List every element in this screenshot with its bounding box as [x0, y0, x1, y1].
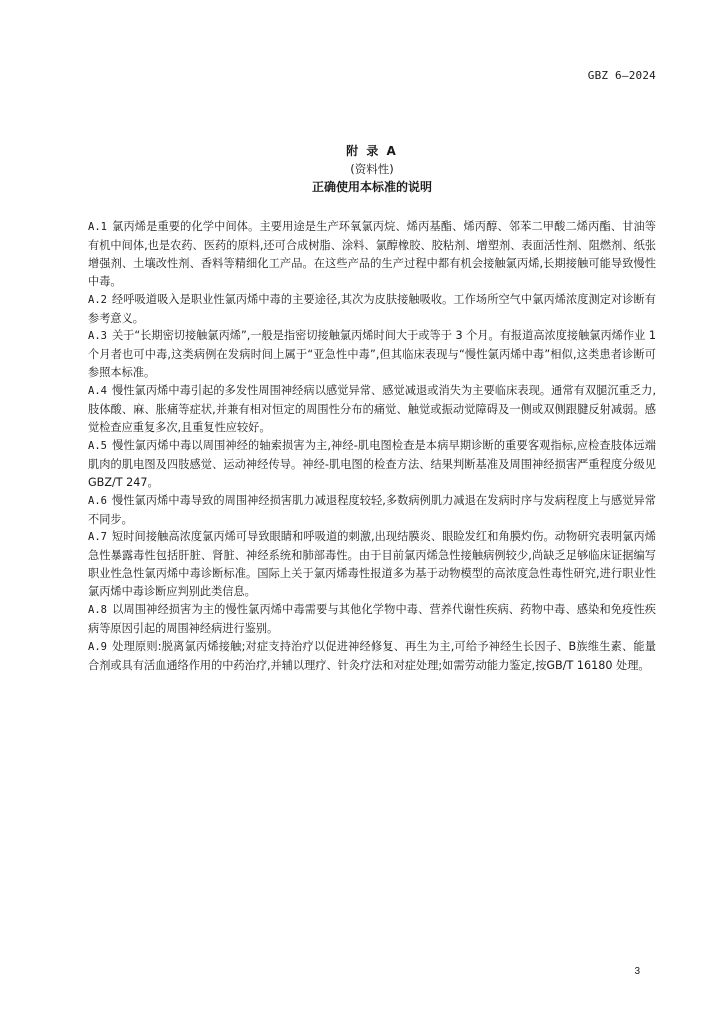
clause-number: A.3 — [88, 330, 107, 343]
clause-text: 氯丙烯是重要的化学中间体。主要用途是生产环氧氯丙烷、烯丙基酯、烯丙醇、邻苯二甲酸二烯丙酯、甘油等有机中间体,也是农药、医药的原料,还可合成树脂、涂料、氯醇橡胶、胶粘剂、增塑剂、表面活性剂、阻燃剂、纸张增强剂、土壤改性剂、香料等精细化工产品。在这些产品的生产过程中都有机会接触氯丙烯,长期接触可能导致慢性中毒。 — [88, 220, 656, 288]
paragraph-a7 — [88, 528, 656, 601]
page-number: 3 — [634, 966, 640, 977]
paragraph-a2 — [88, 291, 656, 328]
clause-number: A.5 — [88, 439, 107, 452]
clause-number: A.6 — [88, 494, 107, 507]
paragraph-a9 — [88, 638, 656, 675]
appendix-title: 正确使用本标准的说明 — [311, 180, 432, 194]
appendix-nature: (资料性) — [350, 162, 394, 176]
clause-number: A.7 — [88, 531, 107, 544]
paragraph-a5 — [88, 437, 656, 492]
standard-code: GBZ 6—2024 — [587, 69, 656, 82]
appendix-label: 附 录 A — [346, 144, 398, 158]
clause-text: 关于“长期密切接触氯丙烯”,一般是指密切接触氯丙烯时间大于或等于 3 个月。有报道高浓度接触氯丙烯作业 1 个月者也可中毒,这类病例在发病时间上属于“亚急性中毒”,但其临床表现与“慢性氯丙烯中毒”相似,这类患者诊断可参照本标准。 — [88, 329, 656, 380]
clause-number: A.8 — [88, 604, 107, 617]
clause-text: 慢性氯丙烯中毒以周围神经的轴索损害为主,神经-肌电图检查是本病早期诊断的重要客观指标,应检查肢体远端肌肉的肌电图及四肢感觉、运动神经传导。神经-肌电图的检查方法、结果判断基准及周围神经损害严重程度分级见GBZ/T 247。 — [88, 438, 656, 489]
clause-text: 处理原则:脱离氯丙烯接触;对症支持治疗以促进神经修复、再生为主,可给予神经生长因子、B族维生素、能量合剂或具有活血通络作用的中药治疗,并辅以理疗、针灸疗法和对症处理;如需劳动能力鉴定,按GB/T 16180 处理。 — [88, 639, 656, 672]
appendix-heading — [88, 142, 656, 196]
clause-text: 经呼吸道吸入是职业性氯丙烯中毒的主要途径,其次为皮肤接触吸收。工作场所空气中氯丙烯浓度测定对诊断有参考意义。 — [88, 292, 656, 325]
clause-text: 慢性氯丙烯中毒引起的多发性周围神经病以感觉异常、感觉减退或消失为主要临床表现。通常有双腿沉重乏力,肢体酸、麻、胀痛等症状,并兼有相对恒定的周围性分布的痛觉、触觉或振动觉障碍及一侧或双侧跟腱反射减弱。感觉检查应重复多次,且重复性应较好。 — [88, 384, 656, 434]
clause-number: A.9 — [88, 640, 107, 653]
paragraph-a3 — [88, 327, 656, 382]
paragraph-a6 — [88, 492, 656, 529]
paragraph-a4 — [88, 382, 656, 437]
paragraph-a8 — [88, 601, 656, 638]
clause-number: A.1 — [88, 221, 107, 233]
clause-text: 慢性氯丙烯中毒导致的周围神经损害肌力减退程度较轻,多数病例肌力减退在发病时序与发病程度上与感觉异常不同步。 — [88, 493, 656, 526]
appendix-body — [88, 218, 656, 675]
clause-text: 短时间接触高浓度氯丙烯可导致眼睛和呼吸道的刺激,出现结膜炎、眼睑发红和角膜灼伤。动物研究表明氯丙烯急性暴露毒性包括肝脏、肾脏、神经系统和肺部毒性。由于目前氯丙烯急性接触病例较少,尚缺乏足够临床证据编写职业性急性氯丙烯中毒诊断标准。国际上关于氯丙烯毒性报道多为基于动物模型的高浓度急性毒性研究,进行职业性氯丙烯中毒诊断应判别此类信息。 — [88, 530, 656, 599]
paragraph-a1 — [88, 218, 656, 291]
clause-number: A.2 — [88, 293, 107, 306]
clause-number: A.4 — [88, 385, 107, 398]
clause-text: 以周围神经损害为主的慢性氯丙烯中毒需要与其他化学物中毒、营养代谢性疾病、药物中毒、感染和免疫性疾病等原因引起的周围神经病进行鉴别。 — [88, 603, 656, 635]
